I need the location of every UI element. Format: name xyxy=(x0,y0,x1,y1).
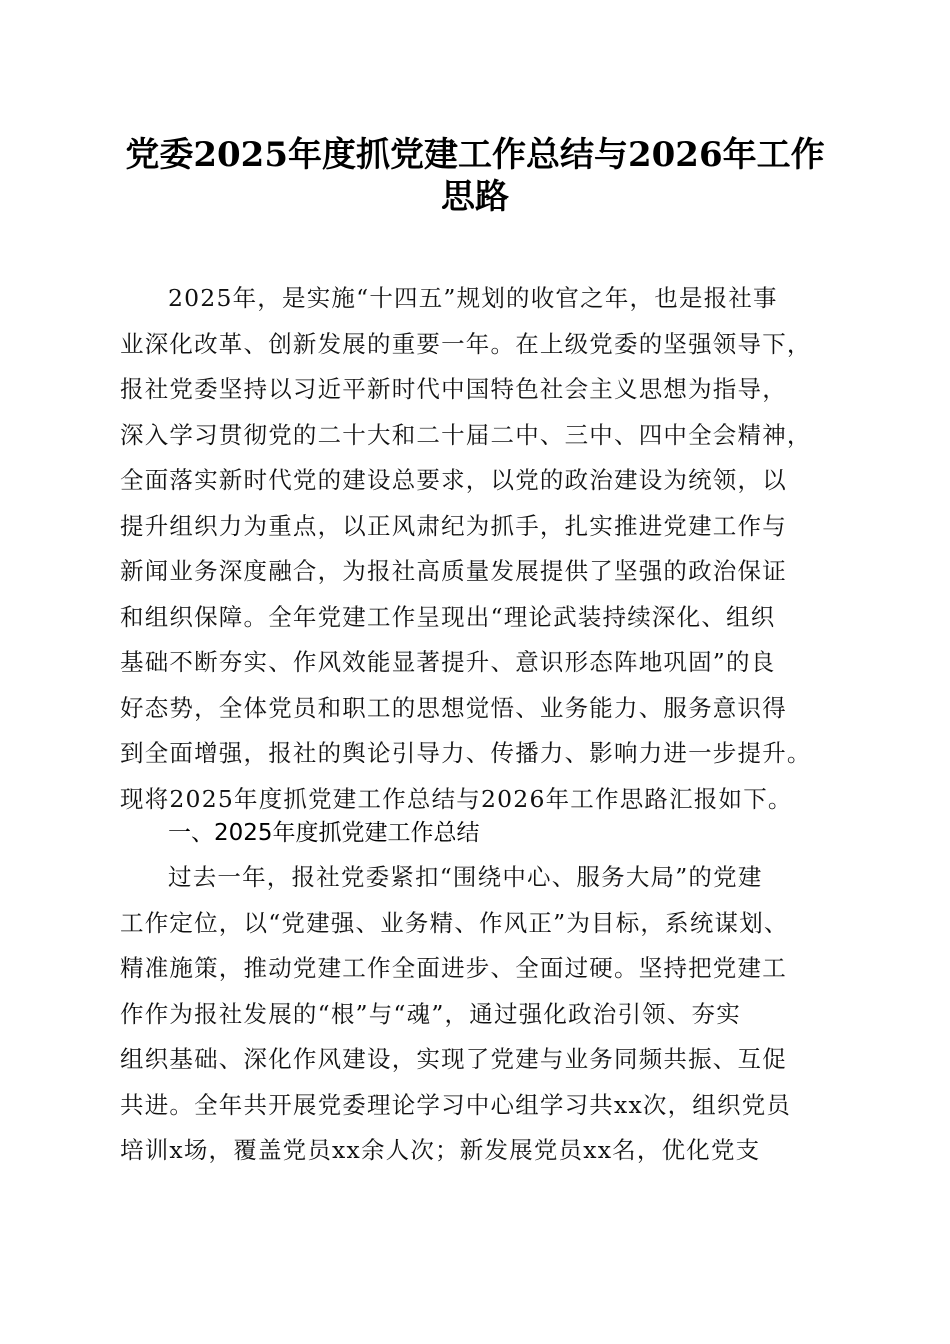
paragraph-line: 过去一年，报社党委紧扣“围绕中心、服务大局”的党建 xyxy=(168,863,763,891)
title-line-2: 思路 xyxy=(441,177,509,217)
paragraph-line: 精准施策，推动党建工作全面进步、全面过硬。坚持把党建工 xyxy=(120,954,787,982)
paragraph-line: 业深化改革、创新发展的重要一年。在上级党委的坚强领导下， xyxy=(120,329,812,358)
intro-paragraph xyxy=(120,276,838,822)
paragraph-line: 共进。全年共开展党委理论学习中心组学习共xx次，组织党员 xyxy=(120,1090,792,1119)
paragraph-line: 现将2025年度抓党建工作总结与2026年工作思路汇报如下。 xyxy=(120,784,793,813)
section1-paragraph xyxy=(120,855,838,1174)
paragraph-line: 到全面增强，报社的舆论引导力、传播力、影响力进一步提升。 xyxy=(120,739,812,767)
document-title xyxy=(110,134,840,218)
paragraph-line: 作作为报社发展的“根”与“魂”，通过强化政治引领、夯实 xyxy=(120,999,741,1028)
paragraph-line: 基础不断夯实、作风效能显著提升、意识形态阵地巩固”的良 xyxy=(120,648,776,676)
paragraph-line: 和组织保障。全年党建工作呈现出“理论武装持续深化、组织 xyxy=(120,602,776,631)
paragraph-line: 好态势，全体党员和职工的思想觉悟、业务能力、服务意识得 xyxy=(120,693,787,722)
section-heading: 一、2025年度抓党建工作总结 xyxy=(168,820,480,846)
title-line-1: 党委2025年度抓党建工作总结与2026年工作 xyxy=(125,135,825,175)
paragraph-line: 组织基础、深化作风建设，实现了党建与业务同频共振、互促 xyxy=(120,1045,787,1073)
paragraph-line: 新闻业务深度融合，为报社高质量发展提供了坚强的政治保证 xyxy=(120,557,787,585)
paragraph-line: 培训x场，覆盖党员xx余人次；新发展党员xx名，优化党支 xyxy=(120,1136,761,1164)
paragraph-line: 2025年，是实施“十四五”规划的收官之年，也是报社事 xyxy=(168,284,778,312)
paragraph-line: 深入学习贯彻党的二十大和二十届二中、三中、四中全会精神， xyxy=(120,420,812,449)
paragraph-line: 全面落实新时代党的建设总要求，以党的政治建设为统领，以 xyxy=(120,466,787,494)
paragraph-line: 报社党委坚持以习近平新时代中国特色社会主义思想为指导， xyxy=(120,375,787,403)
paragraph-line: 提升组织力为重点，以正风肃纪为抓手，扎实推进党建工作与 xyxy=(120,511,787,540)
paragraph-line: 工作定位，以“党建强、业务精、作风正”为目标，系统谋划、 xyxy=(120,908,789,937)
